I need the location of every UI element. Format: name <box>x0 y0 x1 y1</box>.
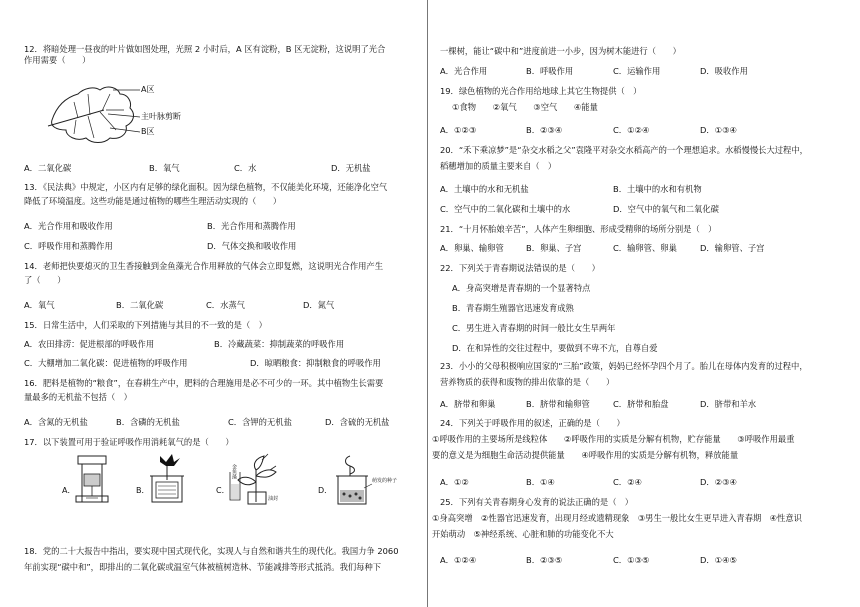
question-15-options-row2 <box>24 358 424 369</box>
column-divider <box>427 0 428 607</box>
option-a[interactable]: A．光合作用 <box>440 66 488 76</box>
question-text: 12．将暗处理一昼夜的叶片做如图处理，光照 2 小时后，A 区有淀粉，B 区无淀粉，这说明了光合 <box>24 44 386 54</box>
option-b[interactable]: B．含磷的无机盐 <box>116 417 180 427</box>
question-12 <box>24 44 424 66</box>
question-24-options <box>440 477 840 488</box>
question-16 <box>24 378 424 403</box>
option-c[interactable]: C．水 <box>234 163 257 173</box>
option-b[interactable]: B．脐带和输卵管 <box>526 399 590 409</box>
option-d[interactable]: D． <box>318 486 333 495</box>
option-b[interactable]: B． <box>136 486 150 495</box>
question-text: 作用需要（ ） <box>24 55 91 65</box>
question-15 <box>24 320 424 331</box>
question-25-options <box>440 555 840 566</box>
option-b[interactable]: B．冷藏蔬菜：抑制蔬菜的呼吸作用 <box>214 339 345 349</box>
option-a[interactable]: A．身高突增是青春期的一个显著特点 <box>452 283 591 293</box>
question-text: 降低了环境温度。这些功能是通过植物的哪些生理活动实现的（ ） <box>24 196 282 206</box>
question-text: 15．日常生活中，人们采取的下列措施与其目的不一致的是（ ） <box>24 320 267 330</box>
option-a[interactable]: A．①② <box>440 477 469 487</box>
option-d[interactable]: D．②③④ <box>700 477 737 487</box>
question-text: 营养物质的获得和废物的排出依靠的是（ ） <box>440 377 615 387</box>
question-text: 16．肥料是植物的“粮食”，在春耕生产中，肥料的合理施用是必不可少的一环。其中植物生长需要 <box>24 378 384 388</box>
question-choices: ①食物 ②氧气 ③空气 ④能量 <box>452 102 598 112</box>
option-c[interactable]: C．呼吸作用和蒸腾作用 <box>24 241 113 251</box>
option-a[interactable]: A．①②④ <box>440 555 477 565</box>
option-c[interactable]: C．含钾的无机盐 <box>228 417 292 427</box>
option-c[interactable]: C．运输作用 <box>613 66 661 76</box>
option-c[interactable]: C． <box>216 486 230 495</box>
option-a[interactable]: A．氧气 <box>24 300 55 310</box>
question-text: 一棵树，能让“碳中和”进度前进一小步，因为树木能进行（ ） <box>440 46 681 56</box>
leaf-drawing <box>44 80 214 150</box>
question-text: 13．《民法典》中规定，小区内有足够的绿化面积。因为绿色植物，不仅能美化环境，还能净化空气 <box>24 182 388 192</box>
question-24 <box>432 418 840 461</box>
question-text: 年前实现“碳中和”，即排出的二氧化碳或温室气体被植树造林、节能减排等形式抵消。我们每种下 <box>24 562 382 572</box>
option-a[interactable]: A．脐带和卵巢 <box>440 399 496 409</box>
question-text: 了（ ） <box>24 275 66 285</box>
figure-label-vein: 主叶脉剪断 <box>141 112 181 121</box>
option-d[interactable]: D．无机盐 <box>331 163 371 173</box>
option-c[interactable]: C．空气中的二氧化碳和土壤中的水 <box>440 204 571 214</box>
question-choices: ①身高突增 ②性器官迅速发育，出现月经或遗精现象 ③男生一般比女生更早进入青春期 ④性意识 <box>432 513 802 523</box>
question-text: 22．下列关于青春期说法错误的是（ ） <box>440 263 600 273</box>
question-19 <box>440 86 840 113</box>
question-text: 21．“十月怀胎娘辛苦”，人体产生卵细胞、形成受精卵的场所分别是（ ） <box>440 224 717 234</box>
option-c[interactable]: C．大棚增加二氧化碳：促进植物的呼吸作用 <box>24 358 188 368</box>
option-a[interactable]: A．光合作用和吸收作用 <box>24 221 113 231</box>
option-d[interactable]: D．空气中的氧气和二氧化碳 <box>613 204 719 214</box>
question-19-options <box>440 125 840 136</box>
option-b[interactable]: B．二氧化碳 <box>116 300 164 310</box>
question-18 <box>24 546 424 573</box>
option-d[interactable]: D．①③④ <box>700 125 737 135</box>
apparatus-d <box>330 450 406 508</box>
option-b[interactable]: B．光合作用和蒸腾作用 <box>207 221 296 231</box>
option-d[interactable]: D．①④⑤ <box>700 555 737 565</box>
apparatus-a-drawing <box>72 452 112 506</box>
question-choices: ①呼吸作用的主要场所是线粒体 ②呼吸作用的实质是分解有机物，贮存能量 ③呼吸作用最重 <box>432 434 795 444</box>
question-23 <box>440 361 840 388</box>
option-a[interactable]: A．①②③ <box>440 125 477 135</box>
option-b[interactable]: B．②③⑤ <box>526 555 563 565</box>
option-c[interactable]: C．②④ <box>613 477 642 487</box>
question-text: 20．“禾下乘凉梦”是“杂交水稻之父”袁隆平对杂交水稻高产的一个理想追求。水稻慢慢长大过程中， <box>440 145 808 155</box>
question-text: 19．绿色植物的光合作用给地球上其它生物提供（ ） <box>440 86 642 96</box>
question-13 <box>24 182 424 207</box>
option-d[interactable]: D．含硫的无机盐 <box>325 417 390 427</box>
question-20-options-row2 <box>440 204 840 215</box>
option-c[interactable]: C．输卵管、卵巢 <box>613 243 677 253</box>
question-18-options <box>440 66 840 77</box>
option-b[interactable]: B．呼吸作用 <box>526 66 574 76</box>
figure-label-a: A区 <box>141 85 155 94</box>
apparatus-b <box>146 452 188 506</box>
option-c[interactable]: C．①②④ <box>613 125 650 135</box>
option-a[interactable]: A．卵巢、输卵管 <box>440 243 504 253</box>
question-text: 23．小小的父母积极响应国家的“三胎”政策，妈妈已经怀孕四个月了。胎儿在母体内发育的过程中， <box>440 361 808 371</box>
question-14 <box>24 261 424 286</box>
option-d[interactable]: D．晾晒粮食：抑制粮食的呼吸作用 <box>250 358 381 368</box>
option-c[interactable]: C．脐带和胎盘 <box>613 399 669 409</box>
question-20 <box>440 145 840 172</box>
option-d[interactable]: D．脐带和羊水 <box>700 399 757 409</box>
option-b[interactable]: B．氧气 <box>149 163 180 173</box>
question-12-options <box>24 163 424 174</box>
question-text: 14．老师把快要熄灭的卫生香接触到金鱼藻光合作用释放的气体会立即复燃，这说明光合作用产生 <box>24 261 384 271</box>
figure-label-elodea: 金鱼藻 <box>231 464 237 479</box>
question-text: 24．下列关于呼吸作用的叙述，正确的是（ ） <box>440 418 625 428</box>
option-a[interactable]: A．土壤中的水和无机盐 <box>440 184 529 194</box>
figure-label-b: B区 <box>141 127 155 136</box>
option-d[interactable]: D．气体交换和吸收作用 <box>207 241 297 251</box>
question-13-options-row1 <box>24 221 424 232</box>
option-d[interactable]: D．吸收作用 <box>700 66 748 76</box>
option-c[interactable]: C．①③⑤ <box>613 555 650 565</box>
question-13-options-row2 <box>24 241 424 252</box>
question-18-continued <box>440 46 840 57</box>
apparatus-b-drawing <box>146 452 188 506</box>
option-b[interactable]: B．土壤中的水和有机物 <box>613 184 702 194</box>
question-15-options-row1 <box>24 339 424 350</box>
question-17 <box>24 437 424 448</box>
question-text: 17．以下装置可用于验证呼吸作用消耗氧气的是（ ） <box>24 437 234 447</box>
option-c[interactable]: C．男生进入青春期的时间一般比女生早两年 <box>452 323 616 333</box>
figure-label-seeds: 萌发的种子 <box>372 478 398 484</box>
question-16-options <box>24 417 424 428</box>
apparatus-a <box>72 452 112 506</box>
option-b[interactable]: B．青春期生殖器官迅速发育成熟 <box>452 303 574 313</box>
option-d[interactable]: D．氮气 <box>303 300 335 310</box>
option-b[interactable]: B．①④ <box>526 477 555 487</box>
question-text: 稻穗增加的质量主要来自（ ） <box>440 161 557 171</box>
option-d[interactable]: D．在和异性的交往过程中，要做到不卑不亢，自尊自爱 <box>452 343 658 353</box>
question-14-options <box>24 300 424 311</box>
apparatus-c <box>226 450 288 506</box>
question-25 <box>432 497 840 540</box>
figure-label-oil-seal: 油封 <box>268 496 279 502</box>
question-23-options <box>440 399 840 410</box>
question-21 <box>440 224 840 235</box>
option-b[interactable]: B．卵巢、子宫 <box>526 243 582 253</box>
option-b[interactable]: B．②③④ <box>526 125 563 135</box>
option-c[interactable]: C．水蒸气 <box>206 300 245 310</box>
question-text: 量最多的无机盐不包括（ ） <box>24 392 132 402</box>
option-a[interactable]: A．农田排涝：促进根部的呼吸作用 <box>24 339 155 349</box>
option-d[interactable]: D．输卵管、子宫 <box>700 243 765 253</box>
question-choices: 要的意义是为细胞生命活动提供能量 ④呼吸作用的实质是分解有机物，释放能量 <box>432 450 739 460</box>
question-21-options <box>440 243 840 254</box>
option-a[interactable]: A． <box>62 486 76 495</box>
option-a[interactable]: A．含氮的无机盐 <box>24 417 88 427</box>
question-20-options-row1 <box>440 184 840 195</box>
option-a[interactable]: A．二氧化碳 <box>24 163 72 173</box>
leaf-figure <box>44 80 214 150</box>
question-22-options <box>440 283 840 354</box>
question-text: 18．党的二十大报告中指出，要实现中国式现代化，实现人与自然和谐共生的现代化。我国力争 2060 <box>24 546 399 556</box>
question-22 <box>440 263 840 274</box>
question-choices: 开始萌动 ⑤神经系统、心脏和肺的功能变化不大 <box>432 529 614 539</box>
question-text: 25．下列有关青春期身心发育的说法正确的是（ ） <box>440 497 634 507</box>
